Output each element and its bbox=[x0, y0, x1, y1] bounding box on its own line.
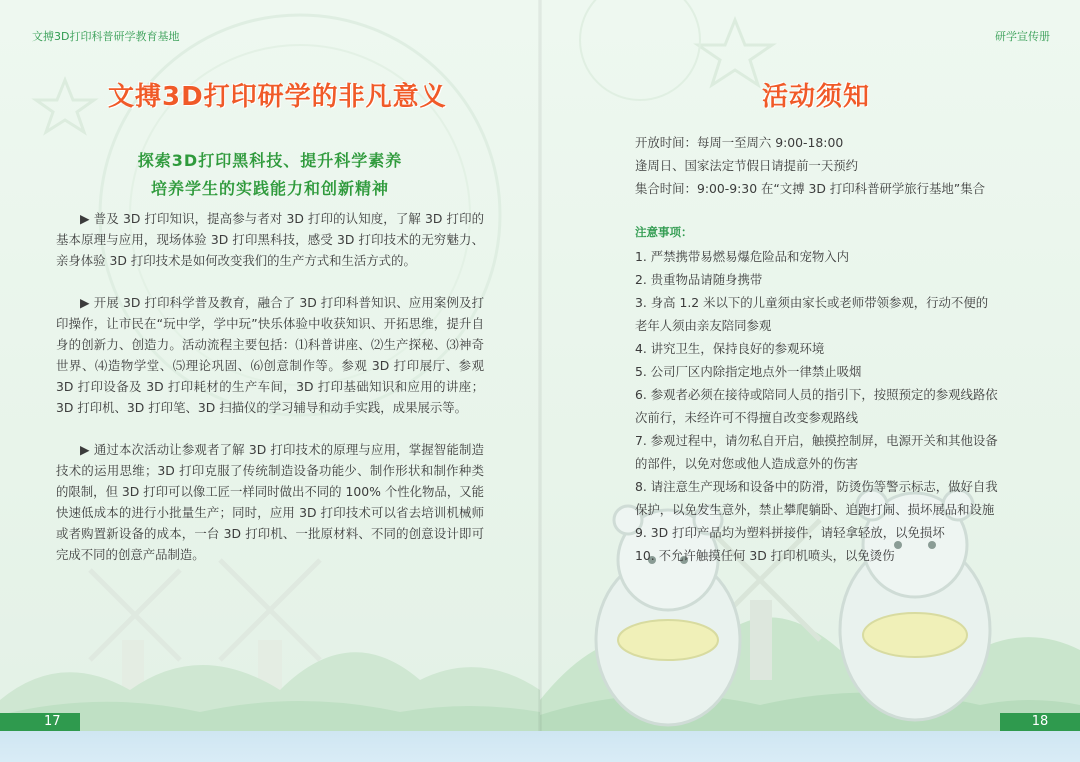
running-header-left: 文搏3D打印科普研学教育基地 bbox=[32, 30, 180, 43]
info-line-reservation: 逢周日、国家法定节假日请提前一天预约 bbox=[635, 158, 859, 173]
running-header-right: 研学宣传册 bbox=[995, 30, 1050, 43]
notice-item: 9. 3D 打印产品均为塑料拼接件，请轻拿轻放，以免损坏 bbox=[635, 525, 945, 540]
body-paragraph-3: ▶ 通过本次活动让参观者了解 3D 打印技术的原理与应用，掌握智能制造技术的运用思维；3D 打印克服了传统制造设备功能少、制作形状和制作种类的限制，但 3D 打印可以像工匠一样同时做出不同的 100% 个性化物品，又能快速低成本的进行小批量生产；同时，应用 3D 打印技术可以省去培训机械师或者购置新设备的成本，一台 3D 打印机、一批原材料、不同的创意设计即可完成不同的创意产品制造。 bbox=[56, 442, 484, 562]
left-body bbox=[56, 208, 484, 586]
notice-item: 3. 身高 1.2 米以下的儿童须由家长或老师带领参观，行动不便的老年人须由亲友陪同参观 bbox=[635, 295, 989, 333]
page-number-right: 18 bbox=[1031, 714, 1049, 729]
notice-item: 7. 参观过程中，请勿私自开启，触摸控制屏，电源开关和其他设备的部件，以免对您或他人造成意外的伤害 bbox=[635, 433, 998, 471]
body-paragraph-1: ▶ 普及 3D 打印知识，提高参与者对 3D 打印的认知度，了解 3D 打印的基本原理与应用，现场体验 3D 打印黑科技，感受 3D 打印技术的无穷魅力、亲身体验 3D 打印技术是如何改变我们的生产方式和生活方式的。 bbox=[56, 211, 484, 268]
footer-strip bbox=[0, 731, 1080, 762]
page-number-left: 17 bbox=[44, 714, 61, 729]
body-paragraph-2: ▶ 开展 3D 打印科学普及教育，融合了 3D 打印科普知识、应用案例及打印操作，让市民在“玩中学，学中玩”快乐体验中收获知识、开拓思维，提升自身的创新力、创造力。活动流程主要包括：⑴科普讲座、⑵生产探秘、⑶神奇世界、⑷造物学堂、⑸理论巩固、⑹创意制作等。参观 3D 打印展厅、参观 3D 打印设备及 3D 打印耗材的生产车间，3D 打印基础知识和应用的讲座；3D 打印机、3D 打印笔、3D 扫描仪的学习辅导和动手实践，成果展示等。 bbox=[56, 295, 484, 415]
notice-list bbox=[635, 245, 999, 567]
notice-heading: 注意事项： bbox=[635, 225, 693, 239]
info-block bbox=[635, 131, 985, 200]
notice-item: 2. 贵重物品请随身携带 bbox=[635, 272, 763, 287]
notice-item: 8. 请注意生产现场和设备中的防滑，防烫伤等警示标志，做好自我保护，以免发生意外，禁止攀爬躺卧、追跑打闹、损坏展品和设施 bbox=[635, 479, 998, 517]
notice-item: 4. 讲究卫生，保持良好的参观环境 bbox=[635, 341, 825, 356]
info-line-open-hours: 开放时间：每周一至周六 9:00-18:00 bbox=[635, 135, 844, 150]
info-line-assembly: 集合时间：9:00-9:30 在“文搏 3D 打印科普研学旅行基地”集合 bbox=[635, 181, 986, 196]
notice-item: 1. 严禁携带易燃易爆危险品和宠物入内 bbox=[635, 249, 850, 264]
notice-item: 6. 参观者必须在接待或陪同人员的指引下，按照预定的参观线路依次前行，未经许可不得擅自改变参观路线 bbox=[635, 387, 998, 425]
left-page-title: 文搏3D打印研学的非凡意义 bbox=[108, 82, 447, 112]
notice-item: 5. 公司厂区内除指定地点外一律禁止吸烟 bbox=[635, 364, 862, 379]
right-page-title: 活动须知 bbox=[762, 82, 871, 112]
left-subtitle-line2: 培养学生的实践能力和创新精神 bbox=[150, 179, 389, 198]
book-spine bbox=[538, 0, 542, 762]
notice-item: 10. 不允许触摸任何 3D 打印机喷头，以免烫伤 bbox=[635, 548, 895, 563]
left-subtitle-line1: 探索3D打印黑科技、提升科学素养 bbox=[137, 151, 403, 170]
